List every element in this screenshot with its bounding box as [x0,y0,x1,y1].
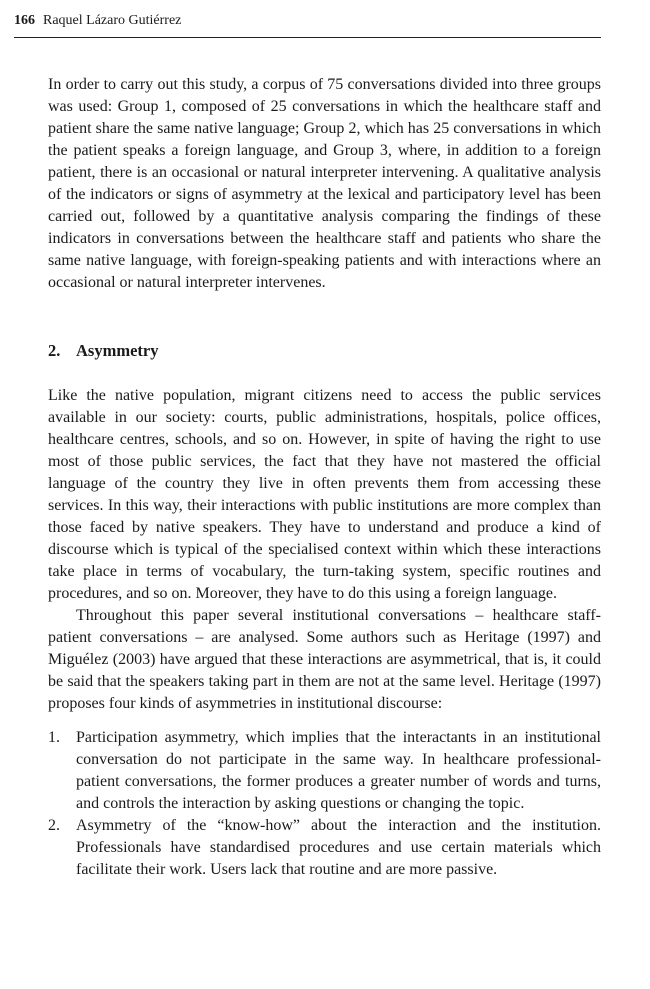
list-item [48,815,601,881]
running-header [14,12,601,38]
asymmetry-list [48,727,601,881]
list-item-text: Asymmetry of the “know-how” about the interaction and the institution. Professionals have standardised procedures and use certain materials which facilitate their work. Users lack that routine and are more passive. [76,817,601,878]
section-heading [48,340,601,362]
list-item [48,727,601,815]
body-paragraph-2: Throughout this paper several institutional conversations – healthcare staff-patient conversations – are analysed. Some authors such as Heritage (1997) and Miguélez (2003) have argued that these interactions are asymmetrical, that is, it could be said that the speakers taking part in them are not at the same level. Heritage (1997) proposes four kinds of asymmetries in institutional discourse: [48,607,601,712]
page-number: 166 [14,13,35,28]
list-item-number: 2. [48,817,60,834]
running-head-author: Raquel Lázaro Gutiérrez [43,13,182,28]
intro-paragraph: In order to carry out this study, a corpus of 75 conversations divided into three groups was used: Group 1, composed of 25 conversations in which the healthcare staff and patient share the same native language; Group 2, which has 25 conversations in which the patient speaks a foreign language, and Group 3, where, in addition to a foreign patient, there is an occasional or natural interpreter intervening. A qualitative analysis of the indicators or signs of asymmetry at the lexical and participatory level has been carried out, followed by a quantitative analysis comparing the findings of these indicators in conversations between the healthcare staff and patients who share the same native language, with foreign-speaking patients and with interactions where an occasional or natural interpreter intervenes. [48,76,601,291]
section-number: 2. [48,341,61,360]
list-item-number: 1. [48,729,60,746]
page-body [48,74,601,881]
body-paragraph-1: Like the native population, migrant citizens need to access the public services available in our society: courts, public administrations, hospitals, police offices, healthcare centres, schools, and so on. However, in spite of having the right to use most of those public services, the fact that they have not mastered the official language of the country they live in often prevents them from accessing these services. In this way, their interactions with public institutions are more complex than those faced by native speakers. They have to understand and produce a kind of discourse which is typical of the specialised context within which these interactions take place in terms of vocabulary, the turn-taking system, specific routines and procedures, and so on. Moreover, they have to do this using a foreign language. [48,387,601,602]
list-item-text: Participation asymmetry, which implies that the interactants in an institutional conversation do not participate in the same way. In healthcare professional-patient conversations, the former produces a greater number of words and turns, and controls the interaction by asking questions or changing the topic. [76,729,601,812]
section-title: Asymmetry [76,341,159,360]
